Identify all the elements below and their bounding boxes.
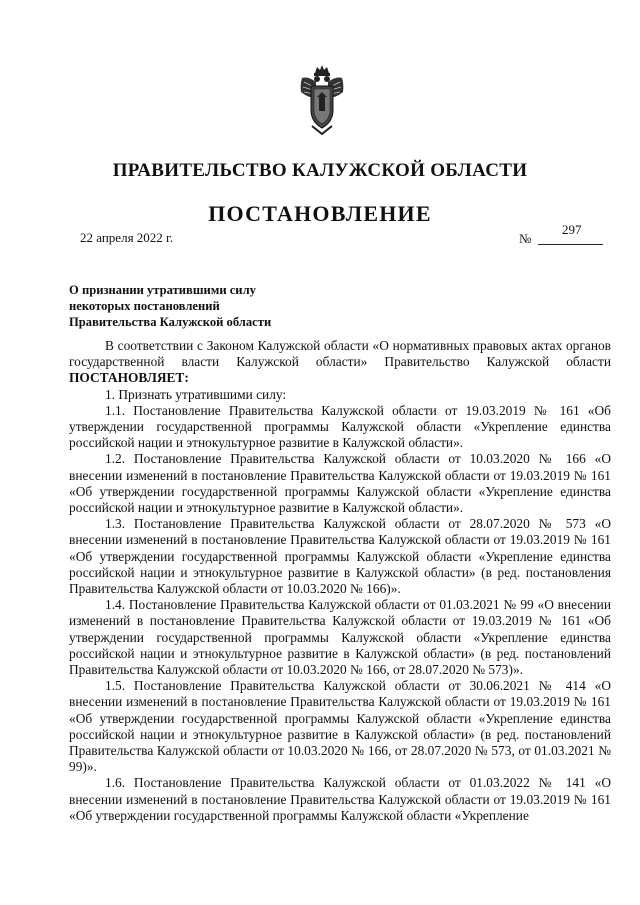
item-1-2: 1.2. Постановление Правительства Калужской области от 10.03.2020 № 166 «О внесении изменений в постановление Правительства Калужской области от 19.03.2019 № 161 «Об утверждении государственной программы Калужской области «Укрепление единства российской нации и этнокультурное развитие в Калужской области». xyxy=(69,451,611,516)
document-body xyxy=(69,338,611,824)
item-1-5: 1.5. Постановление Правительства Калужской области от 30.06.2021 № 414 «О внесении изменений в постановление Правительства Калужской области от 19.03.2019 № 161 «Об утверждении государственной программы Калужской области «Укрепление единства российской нации и этнокультурное развитие в Калужской области» (в ред. постановлений Правительства Калужской области от 10.03.2020 № 166, от 28.07.2020 № 573, от 01.03.2021 № 99)». xyxy=(69,678,611,775)
document-date: 22 апреля 2022 г. xyxy=(80,230,174,245)
item-1: 1. Признать утратившими силу: xyxy=(105,386,287,402)
government-title: ПРАВИТЕЛЬСТВО КАЛУЖСКОЙ ОБЛАСТИ xyxy=(112,160,528,181)
number-underline xyxy=(538,244,603,245)
document-number: 297 xyxy=(562,222,582,237)
number-label: № xyxy=(519,231,532,246)
resolves-word: ПОСТАНОВЛЯЕТ: xyxy=(69,370,189,386)
preamble-paragraph xyxy=(69,338,611,387)
item-1-1: 1.1. Постановление Правительства Калужской области от 19.03.2019 № 161 «Об утверждении государственной программы Калужской области «Укрепление единства российской нации и этнокультурное развитие в Калужской области». xyxy=(69,402,611,451)
document-type-title: ПОСТАНОВЛЕНИЕ xyxy=(208,201,432,226)
item-1-3: 1.3. Постановление Правительства Калужской области от 28.07.2020 № 573 «О внесении изменений в постановление Правительства Калужской области от 19.03.2019 № 161 «Об утверждении государственной программы Калужской области «Укрепление единства российской нации и этнокультурное развитие в Калужской области» (в ред. постановления Правительства Калужской области от 10.03.2020 № 166)». xyxy=(69,516,611,597)
preamble-text: В соответствии с Законом Калужской области «О нормативных правовых актах органов государственной власти Калужской области» Правительство Калужской области xyxy=(69,338,611,370)
coat-of-arms-icon xyxy=(298,64,346,136)
subject-line: Правительства Калужской области xyxy=(69,315,272,329)
item-1-4: 1.4. Постановление Правительства Калужской области от 01.03.2021 № 99 «О внесении изменений в постановление Правительства Калужской области от 19.03.2019 № 161 «Об утверждении государственной программы Калужской области «Укрепление единства российской нации и этнокультурное развитие в Калужской области» (в ред. постановлений Правительства Калужской области от 10.03.2020 № 166, от 28.07.2020 № 573)». xyxy=(69,597,611,678)
document-subject xyxy=(69,282,369,330)
subject-line: О признании утратившими силу xyxy=(69,283,256,297)
subject-line: некоторых постановлений xyxy=(69,299,220,313)
item-1-6: 1.6. Постановление Правительства Калужской области от 01.03.2022 № 141 «О внесении изменений в постановление Правительства Калужской области от 19.03.2019 № 161 «Об утверждении государственной программы Калужской области «Укрепление xyxy=(69,775,611,823)
